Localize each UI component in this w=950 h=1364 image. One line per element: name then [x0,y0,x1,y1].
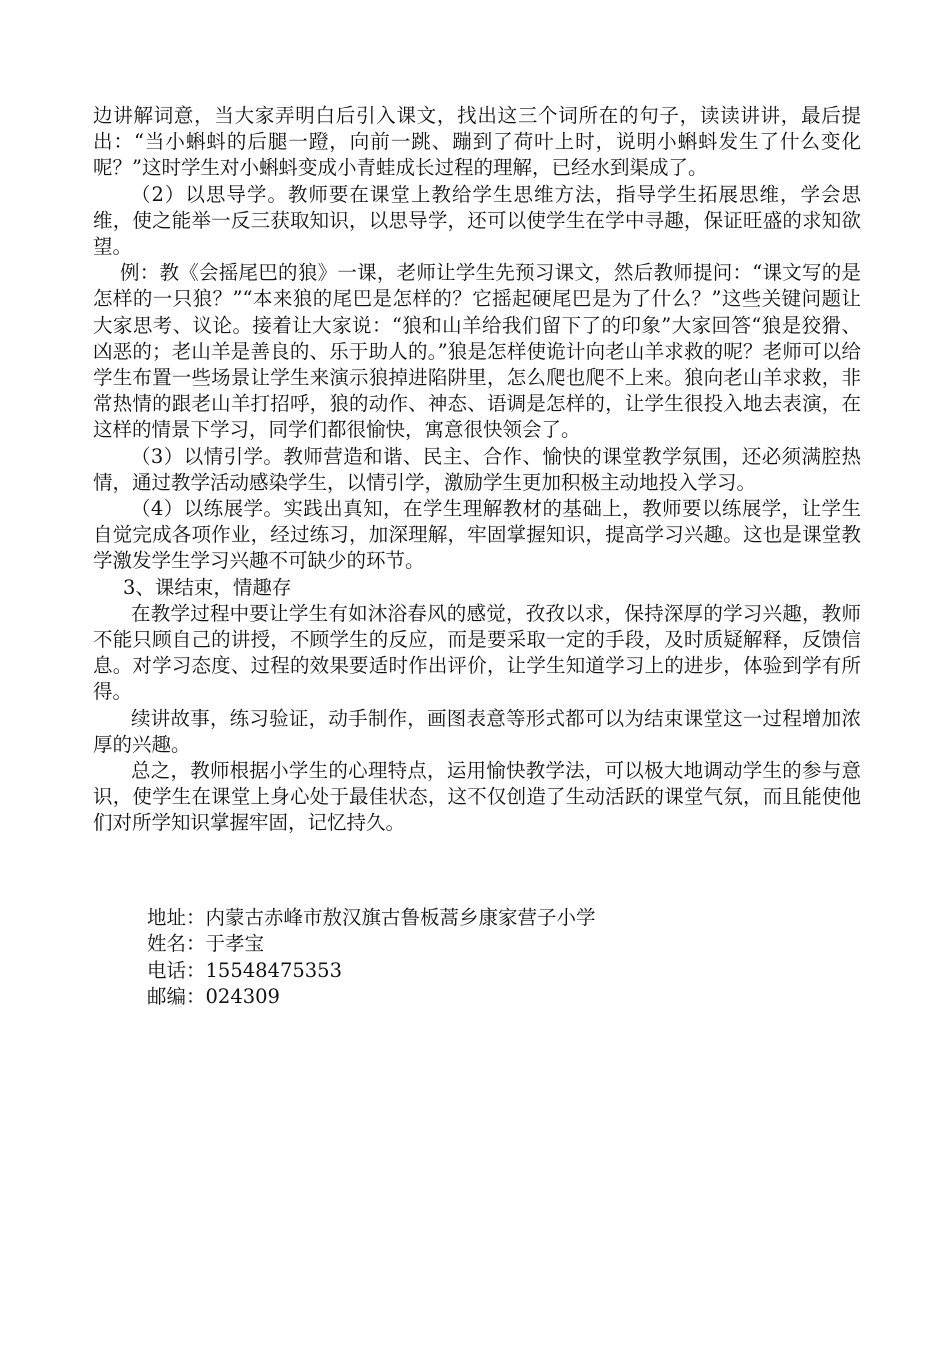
contact-postcode: 邮编：024309 [147,985,280,1009]
contact-block [147,905,596,1011]
paragraph-emotion-guide: （3）以情引学。教师营造和谐、民主、合作、愉快的课堂教学氛围，还必须满腔热情，通过教学活动感染学生，以情引学，激励学生更加积极主动地投入学习。 [93,444,861,494]
paragraph-teaching-process: 在教学过程中要让学生有如沐浴春风的感觉，孜孜以求，保持深厚的学习兴趣，教师不能只顾自己的讲授，不顾学生的反应，而是要采取一定的手段，及时质疑解释，反馈信息。对学习态度、过程的效果要适时作出评价，让学生知道学习上的进步，体验到学有所得。 [93,601,861,704]
contact-address: 地址：内蒙古赤峰市敖汉旗古鲁板蒿乡康家营子小学 [147,906,596,929]
contact-phone: 电话：15548475353 [147,958,342,982]
section-heading-3: 3、课结束，情趣存 [123,575,292,599]
paragraph-example-wolf: 例：教《会摇尾巴的狼》一课，老师让学生先预习课文，然后教师提问：“课文写的是怎样的一只狼？”“本来狼的尾巴是怎样的？它摇起硬尾巴是为了什么？”这些关键问题让大家思考、议论。接着让大家说：“狼和山羊给我们留下了的印象”大家回答“狼是狡猾、凶恶的；老山羊是善良的、乐于助人的。”狼是怎样使诡计向老山羊求救的呢？老师可以给学生布置一些场景让学生来演示狼掉进陷阱里，怎么爬也爬不上来。狼向老山羊求救，非常热情的跟老山羊打招呼，狼的动作、神态、语调是怎样的，让学生很投入地去表演，在这样的情景下学习，同学们都很愉快，寓意很快领会了。 [93,261,861,442]
contact-name: 姓名：于孝宝 [147,932,265,956]
paragraph-ending-forms: 续讲故事，练习验证，动手制作，画图表意等形式都可以为结束课堂这一过程增加浓厚的兴趣。 [93,706,861,756]
paragraph-continuation: 边讲解词意，当大家弄明白后引入课文，找出这三个词所在的句子，读读讲讲，最后提出：“当小蝌蚪的后腿一蹬，向前一跳、蹦到了荷叶上时，说明小蝌蚪发生了什么变化呢？”这时学生对小蝌蚪变成小青蛙成长过程的理解，已经水到渠成了。 [93,104,861,180]
paragraph-conclusion: 总之，教师根据小学生的心理特点，运用愉快教学法，可以极大地调动学生的参与意识，使学生在课堂上身心处于最佳状态，这不仅创造了生动活跃的课堂气氛，而且能使他们对所学知识掌握牢固，记忆持久。 [93,759,861,835]
document-body [93,103,861,837]
paragraph-think-guide: （2）以思导学。教师要在课堂上教给学生思维方法，指导学生拓展思维，学会思维，使之能举一反三获取知识，以思导学，还可以使学生在学中寻趣，保证旺盛的求知欲望。 [93,182,861,259]
paragraph-practice-guide: （4）以练展学。实践出真知，在学生理解教材的基础上，教师要以练展学，让学生自觉完成各项作业，经过练习，加深理解，牢固掌握知识，提高学习兴趣。这也是课堂教学激发学生学习兴趣不可缺少的环节。 [93,497,861,573]
